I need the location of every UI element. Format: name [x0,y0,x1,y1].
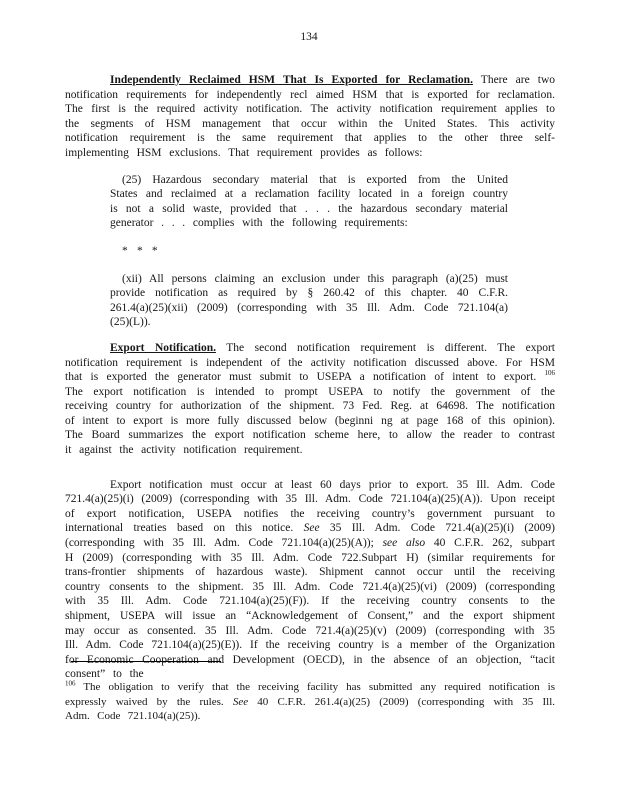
footnote-area [65,661,555,724]
text-segment: Export notification must occur at least 60 days prior to export. 35 Ill. Adm. Code 721.4(a)(25)(i) (2009) (corresponding with 35 Ill. Adm. Code 721.104(a)(25)(A)). Upon receipt of export notification, USEPA notifies the receiving country’s government pursuant to international treaties based on this notice. [65,478,555,535]
text-segment: see also [382,537,426,550]
inline-heading: Independently Reclaimed HSM That Is Exported for Reclamation. [110,74,473,86]
text-segment: 35 Ill. Adm. Code 721.4(a)(25)(i) (2009) (corresponding with 35 Ill. Adm. Code 721.104(a)(25)(A)); [65,522,556,550]
text-segment: 40 C.F.R. 262, subpart H (2009) (corresponding with 35 Ill. Adm. Code 722.Subpart H) (similar requirements for trans-frontier shipments of hazardous waste). Shipment cannot occur until the receiving country consents to the shipment. 35 Ill. Adm. Code 721.4(a)(25)(vi) (2009) (corresponding with 35 Ill. Adm. Code 721.104(a)(25)(F)). If the receiving country consents to the shipment, USEPA will issue an “Acknowledgement of Consent,” and the export shipment may occur as consented. 35 Ill. Adm. Code 721.4(a)(25)(v) (2009) (corresponding with 35 Ill. Adm. Code 721.104(a)(25)(E)). If the receiving country is a member of the Organization for Economic Cooperation and Development (OECD), in the absence of an objection, “tacit consent” to the [65,537,555,681]
text-segment: See [303,522,320,535]
document-content [65,73,555,682]
paragraph-export-notification [65,341,555,458]
block-quote-xii [110,272,508,330]
footnote-separator [71,661,221,662]
page-number: 134 [300,31,318,43]
inline-heading: Export Notification. [110,341,216,354]
text-segment: See [232,695,249,708]
text-segment: 40 C.F.R. 261.4(a)(25) (2009) (corresponding with 35 Ill. Adm. Code 721.104(a)(25)). [65,695,556,722]
asterisk-break [110,244,508,259]
footnote-reference: 106 [544,369,555,378]
paragraph-independently-reclaimed-hsm [65,73,555,161]
text-segment: * * * [122,244,158,257]
block-quote-25 [110,173,508,231]
text-segment: The second notification requirement is different. The export notification requirement is independent of the activity notification discussed above. For HSM that is exported the generator must submit to USEPA a notification of intent to export. [65,341,555,384]
footnote-106 [65,680,555,724]
text-segment: The export notification is intended to prompt USEPA to notify the government of the receiving country for authorization of the shipment. 73 Fed. Reg. at 64698. The notification of intent to export is more fully discussed below (beginni ng at page 168 of this opinion). The Board summarizes the export notification scheme here, to allow the reader to contrast it against the activity notification requirement. [65,385,555,457]
text-segment: There are two notification requirements for independently recl aimed HSM that is exported for reclamation. The first is the required activity notification. The activity notification requirement applies to the segments of HSM management that occur within the United States. This activity notification requirement is the same requirement that applies to the other three self-implementing HSM exclusions. That requirement provides as follows: [65,74,556,159]
text-segment: The obligation to verify that the receiving facility has submitted any required notification is expressly waived by the rules. [65,681,555,708]
footnote-reference: 106 [65,679,76,688]
text-segment: (xii) All persons claiming an exclusion under this paragraph (a)(25) must provide notification as required by § 260.42 of this chapter. 40 C.F.R. 261.4(a)(25)(xii) (2009) (corresponding with 35 Ill. Adm. Code 721.104(a)(25)(L)). [110,272,508,329]
paragraph-export-60-days [65,478,555,682]
text-segment: (25) Hazardous secondary material that is exported from the United States and reclaimed at a reclamation facility located in a foreign country is not a solid waste, provided that . . . the hazardous secondary material generator . . . complies with the following requirements: [110,173,508,230]
